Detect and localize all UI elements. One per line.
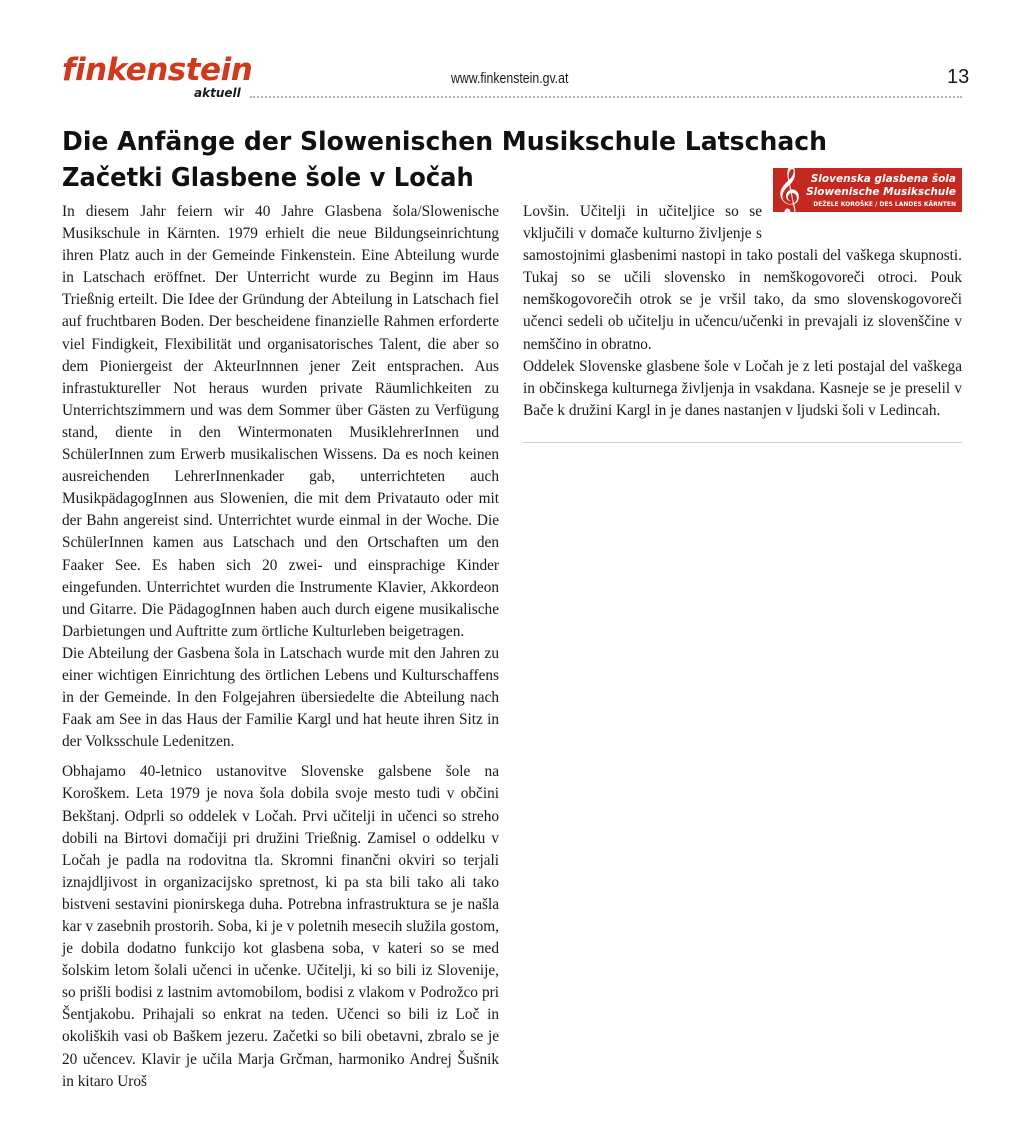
logo-line-region: DEŽELE KOROŠKE / DES LANDES KÄRNTEN — [813, 201, 956, 208]
header-url: www.finkenstein.gv.at — [451, 70, 569, 87]
article-column-left — [62, 201, 499, 1093]
page-number: 13 — [947, 66, 970, 88]
paragraph: In diesem Jahr feiern wir 40 Jahre Glasbena šola/Slowenische Musikschule in Kärnten. 1979 erhielt die neue Bildungseinrichtung ihren Platz auch in der Gemeinde Finkenstein. Eine Abteilung wurde in Latschach eröffnet. Der Unterricht wurde zu Beginn im Haus Trießnig erteilt. Die Idee der Gründung der Abteilung in Latschach fiel auf fruchtbaren Boden. Der bescheidene finanzielle Rahmen erforderte viel Findigkeit, Flexibilität und organisatorisches Talent, die aber so dem Pioniergeist der AkteurInnnen jener Zeit entsprachen. Aus infrastuktureller Not heraus wurden private Räumlichkeiten zu Unterrichtszimmern und was dem Sommer über Gästen zu Verfügung stand, diente in den Wintermonaten MusiklehrerInnen und SchülerInnen zum Erwerb musikalischen Wissens. Da es noch keinen ausreichenden LehrerInnenkader gab, unterrichteten auch MusikpädagogInnen aus Slowenien, die mit dem Privatauto oder mit der Bahn angereist sind. Unterrichtet wurde einmal in der Woche. Die SchülerInnen kamen aus Latschach und den Ortschaften um den Faaker See. Es haben sich 20 zwei- und einsprachige Kinder eingefunden. Unterrichtet wurden die Instrumente Klavier, Akkordeon und Gitarre. Die PädagogInnen haben auch durch eigene musikalische Darbietungen und Auftritte zum örtliche Kulturleben beigetragen. — [62, 203, 499, 640]
article-column-right — [523, 201, 962, 422]
header-dotted-rule — [250, 96, 962, 98]
logo-line-german: Slowenische Musikschule — [806, 186, 956, 198]
logo-line-slovenian: Slovenska glasbena šola — [810, 173, 956, 185]
music-school-logo — [773, 164, 962, 215]
treble-clef-icon: 𝄞 — [775, 164, 802, 215]
paragraph: Die Abteilung der Gasbena šola in Latschach wurde mit den Jahren zu einer wichtigen Einrichtung des örtlichen Lebens und Kulturschaffens in der Gemeinde. In den Folgejahren übersiedelte die Abteilung nach Faak am See in das Haus der Familie Kargl und hat heute ihren Sitz in der Volksschule Ledenitzen. — [62, 644, 499, 751]
paragraph: Obhajamo 40-letnico ustanovitve Slovenske galsbene šole na Koroškem. Leta 1979 je nova šola dobila svoje mesto tudi v občini Bekštanj. Odprli so oddelek v Ločah. Prvi učitelji in učenci so streho dobili na Birtovi domačiji pri družini Trießnig. Zamisel o oddelku v Ločah je padla na rodovitna tla. Skromni finančni okviri so terjali iznajdljivost in organizacijsko spretnost, ki pa sta bili tako ali tako bistveni sestavini pionirskega duha. Potrebna infrastruktura se je našla kar v zasebnih prostorih. Soba, ki je v poletnih mesecih služila gostom, je dobila dodatno funkcijo kot glasbena soba, v kateri so se med šolskim letom šolali učenci in učenke. Učitelji, ki so bili iz Slovenije, so prišli bodisi z lastnim avtomobilom, bodisi z vlakom v Podrožco pri Šentjakobu. Prihajali so enkrat na teden. Učenci so bili iz Loč in okoliških vasi ob Baškem jezeru. Začetki so bili obetavni, zbralo se je 20 učencev. Klavir je učila Marja Grčman, harmoniko Andrej Šušnik in kitaro Uroš — [62, 763, 499, 1090]
paragraph: Lovšin. Učitelji in učiteljice so se vključili v domače kulturno življenje s samostojnimi glasbenimi nastopi in tako postali del vaškega skupnosti. Tukaj so se učili slovensko in nemškogovoreči otroci. Pouk nemškogovorečih otrok se je vršil tako, da smo slovenskogovoreči učenci sedeli ob učitelju in učencu/učenki in prevajali iz slovenščine v nemščino in obratno. — [523, 203, 962, 353]
article-title-slovenian: Začetki Glasbene šole v Ločah — [62, 163, 474, 193]
paragraph: Oddelek Slovenske glasbene šole v Ločah je z leti postajal del vaškega in občinskega kulturnega življenja in vsakdana. Kasneje se je preselil v Bače k družini Kargl in je danes nastanjen v ljudski šoli v Ledincah. — [523, 357, 962, 419]
column-end-rule — [523, 442, 962, 443]
magazine-logo-subtitle: aktuell — [194, 86, 241, 100]
magazine-logo: finkenstein — [62, 52, 253, 88]
article-title-german: Die Anfänge der Slowenischen Musikschule Latschach — [62, 127, 827, 157]
